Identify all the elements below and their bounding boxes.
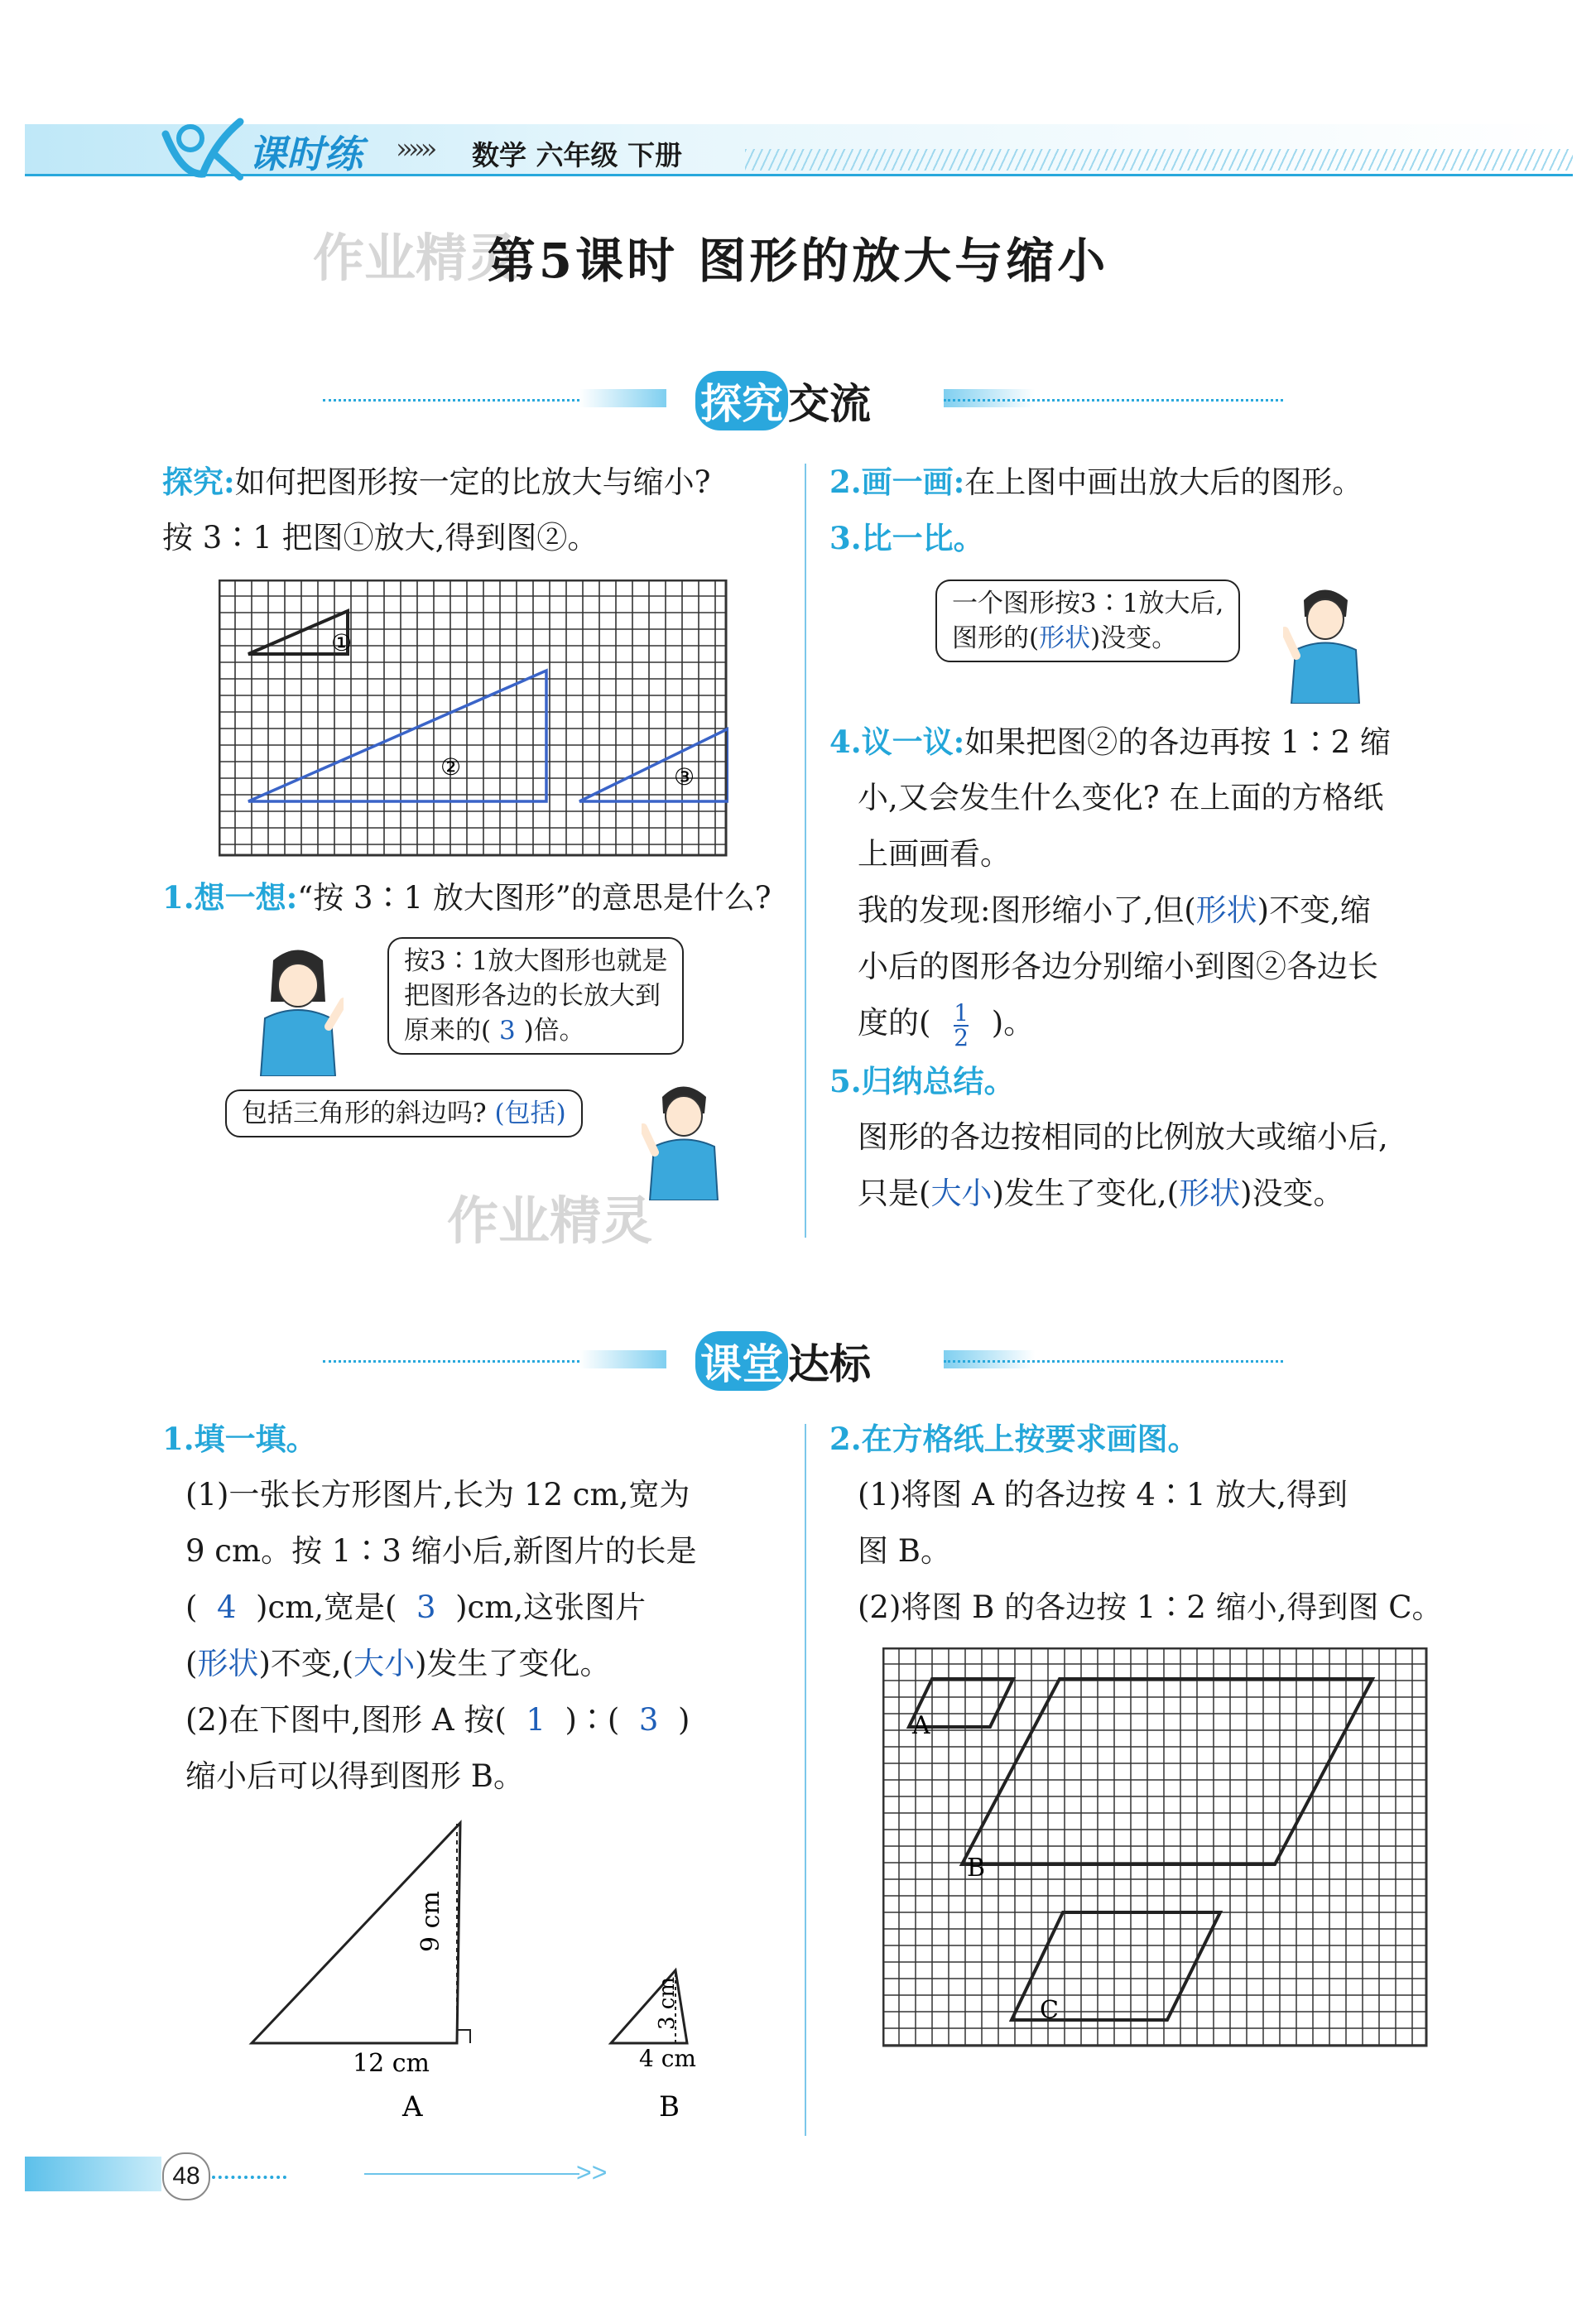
answer-include: (包括) xyxy=(494,1099,566,1128)
bubble1-line3: 原来的( 3 )倍。 xyxy=(404,1016,585,1046)
triangle-3 xyxy=(579,729,728,801)
label-A: A xyxy=(912,1711,930,1740)
answer-ratio-3: 3 xyxy=(638,1702,659,1738)
section1-title-a: 探究 xyxy=(695,371,788,430)
answer-shape-2: 形状 xyxy=(1195,892,1257,928)
boy-avatar-1 xyxy=(642,1076,724,1200)
p2-title: 2.在方格纸上按要求画图。 xyxy=(829,1421,1199,1457)
section2-divider xyxy=(805,1424,806,2136)
triB-height: 3 cm xyxy=(655,1976,680,2030)
q2-draw: 2.画一画:在上图中画出放大后的图形。 xyxy=(829,464,1363,500)
p1-1-line4: (形状)不变,(大小)发生了变化。 xyxy=(185,1646,611,1681)
q1-question: 1.想一想:“按 3∶1 放大图形”的意思是什么? xyxy=(162,879,772,916)
finding-line1: 我的发现:图形缩小了,但(形状)不变,缩 xyxy=(858,892,1371,928)
summary-line2: 只是(大小)发生了变化,(形状)没变。 xyxy=(858,1176,1344,1211)
footer-line xyxy=(364,2173,579,2175)
p1-2-line2: 缩小后可以得到图形 B。 xyxy=(185,1758,524,1794)
section1-band-left xyxy=(579,389,666,407)
q4-discuss-line3: 上画画看。 xyxy=(858,836,1011,872)
watermark-top: 作业精灵 xyxy=(313,228,519,288)
bubble1-line2: 把图形各边的长放大到 xyxy=(404,981,661,1011)
header-arrows: »»» xyxy=(396,132,433,166)
finding-line3: 度的( $\frac{1}{2}$ )。 xyxy=(858,998,1035,1051)
speech-bubble-1 xyxy=(387,937,684,1055)
label-C: C xyxy=(1040,1996,1059,2025)
fig-label-3: ③ xyxy=(674,763,695,791)
bubble2-question: 包括三角形的斜边吗? xyxy=(242,1099,487,1128)
section2-dotline-right xyxy=(944,1360,1283,1363)
q5-summary-title: 5.归纳总结。 xyxy=(829,1063,1015,1099)
p2-2-line1: (2)将图 B 的各边按 1∶2 缩小,得到图 C。 xyxy=(858,1589,1443,1625)
section1-title xyxy=(695,371,871,430)
p2-1-line1: (1)将图 A 的各边按 4∶1 放大,得到 xyxy=(858,1477,1348,1512)
book-subject: 数学 六年级 下册 xyxy=(472,139,682,171)
section1-band-right xyxy=(944,389,1035,407)
section1-dotline-right xyxy=(944,399,1283,402)
explore-instruction: 按 3∶1 把图①放大,得到图②。 xyxy=(162,520,598,555)
speech-bubble-2 xyxy=(225,1089,583,1137)
p1-1-line2: 9 cm。按 1∶3 缩小后,新图片的长是 xyxy=(185,1533,697,1569)
fig-label-1: ① xyxy=(331,629,353,656)
answer-length-4: 4 xyxy=(216,1589,237,1625)
parallelogram-B xyxy=(962,1679,1372,1864)
brand-name: 课时练 xyxy=(248,132,363,176)
q4-discuss-line1: 4.议一议:如果把图②的各边再按 1∶2 缩 xyxy=(829,724,1391,760)
triA-name: A xyxy=(402,2090,423,2123)
answer-3-times: 3 xyxy=(498,1016,516,1046)
triB-base: 4 cm xyxy=(639,2045,696,2072)
brand-logo-icon xyxy=(157,109,248,184)
section2-title-a: 课堂 xyxy=(695,1331,788,1391)
answer-shape-4: 形状 xyxy=(197,1646,259,1681)
q3-compare: 3.比一比。 xyxy=(829,520,984,556)
p1-1-line1: (1)一张长方形图片,长为 12 cm,宽为 xyxy=(185,1477,690,1512)
section2-band-right xyxy=(944,1350,1035,1368)
section1-divider xyxy=(805,464,806,1238)
footer-arrow-icon: >> xyxy=(576,2157,608,2187)
answer-size: 大小 xyxy=(930,1176,993,1211)
page-title: 第5课时 图形的放大与缩小 xyxy=(487,233,1109,289)
q4-discuss-line2: 小,又会发生什么变化? 在上面的方格纸 xyxy=(858,780,1384,815)
section2-title-b: 达标 xyxy=(788,1339,871,1388)
bubble3-line1: 一个图形按3∶1放大后, xyxy=(952,589,1224,618)
footer-band xyxy=(25,2157,161,2191)
triangles-figure xyxy=(240,1813,737,2144)
p1-2-line1: (2)在下图中,图形 A 按( 1 )∶( 3 ) xyxy=(185,1702,690,1738)
label-B: B xyxy=(967,1854,986,1883)
answer-width-3: 3 xyxy=(416,1589,436,1625)
finding-line2: 小后的图形各边分别缩小到图②各边长 xyxy=(858,949,1378,984)
page-number: 48 xyxy=(162,2152,210,2200)
header-hatch xyxy=(745,149,1573,171)
answer-shape-3: 形状 xyxy=(1179,1176,1241,1211)
triangle-2 xyxy=(248,671,546,801)
footer-dots xyxy=(212,2176,286,2179)
triA-base: 12 cm xyxy=(353,2049,430,2078)
bubble3-line2: 图形的(形状)没变。 xyxy=(952,623,1178,653)
watermark-middle: 作业精灵 xyxy=(447,1190,653,1251)
triB-name: B xyxy=(659,2090,680,2123)
answer-shape-1: 形状 xyxy=(1039,623,1091,653)
p1-1-line3: ( 4 )cm,宽是( 3 )cm,这张图片 xyxy=(185,1589,647,1625)
grid-figure-2 xyxy=(882,1647,1429,2048)
triA-height: 9 cm xyxy=(416,1891,445,1952)
fig-label-2: ② xyxy=(440,753,462,781)
answer-size-2: 大小 xyxy=(353,1646,416,1681)
section1-title-b: 交流 xyxy=(788,379,871,428)
boy-avatar-2 xyxy=(1283,580,1366,704)
p2-1-line2: 图 B。 xyxy=(858,1533,951,1569)
answer-fraction: $\frac{1}{2}$ xyxy=(954,998,969,1051)
section2-title xyxy=(695,1331,871,1391)
answer-ratio-1: 1 xyxy=(526,1702,546,1738)
section2-band-left xyxy=(579,1350,666,1368)
bubble1-line1: 按3∶1放大图形也就是 xyxy=(404,946,668,976)
summary-line1: 图形的各边按相同的比例放大或缩小后, xyxy=(858,1119,1388,1155)
girl-avatar xyxy=(252,944,344,1076)
speech-bubble-3 xyxy=(935,580,1240,662)
explore-question: 探究:如何把图形按一定的比放大与缩小? xyxy=(162,464,711,500)
grid-figure-1 xyxy=(219,580,728,858)
p1-title: 1.填一填。 xyxy=(162,1421,317,1457)
